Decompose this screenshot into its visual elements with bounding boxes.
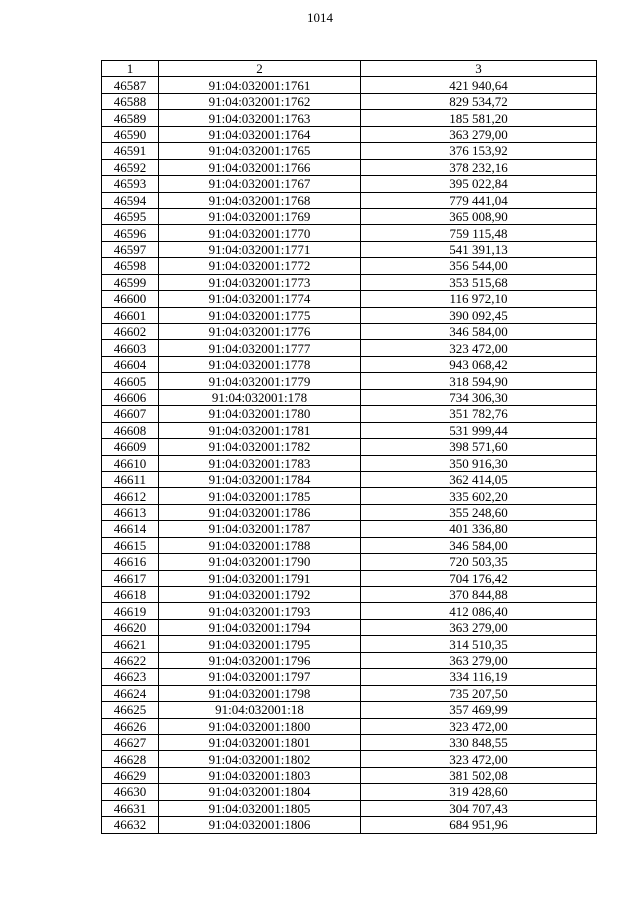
cadastral-number-cell: 91:04:032001:1773 [159, 274, 361, 290]
cadastral-number-cell: 91:04:032001:1765 [159, 143, 361, 159]
table-row [102, 702, 597, 718]
value-cell: 365 008,90 [361, 208, 597, 224]
value-cell: 323 472,00 [361, 340, 597, 356]
cadastral-number-cell: 91:04:032001:1761 [159, 77, 361, 93]
row-number-cell: 46619 [102, 603, 159, 619]
cadastral-number-cell: 91:04:032001:18 [159, 702, 361, 718]
table-row [102, 800, 597, 816]
value-cell: 381 502,08 [361, 767, 597, 783]
table-row [102, 570, 597, 586]
row-number-cell: 46614 [102, 521, 159, 537]
table-row [102, 258, 597, 274]
cadastral-number-cell: 91:04:032001:1771 [159, 241, 361, 257]
row-number-cell: 46615 [102, 537, 159, 553]
value-cell: 346 584,00 [361, 537, 597, 553]
value-cell: 323 472,00 [361, 751, 597, 767]
table-row [102, 554, 597, 570]
table-row [102, 669, 597, 685]
cadastral-number-cell: 91:04:032001:1788 [159, 537, 361, 553]
value-cell: 370 844,88 [361, 587, 597, 603]
row-number-cell: 46632 [102, 817, 159, 833]
value-cell: 334 116,19 [361, 669, 597, 685]
data-table [101, 60, 597, 834]
row-number-cell: 46625 [102, 702, 159, 718]
cadastral-number-cell: 91:04:032001:1793 [159, 603, 361, 619]
cadastral-number-cell: 91:04:032001:1795 [159, 636, 361, 652]
cadastral-number-cell: 91:04:032001:1762 [159, 93, 361, 109]
value-cell: 734 306,30 [361, 389, 597, 405]
table-row [102, 406, 597, 422]
row-number-cell: 46594 [102, 192, 159, 208]
value-cell: 704 176,42 [361, 570, 597, 586]
value-cell: 350 916,30 [361, 455, 597, 471]
row-number-cell: 46613 [102, 504, 159, 520]
table-row [102, 110, 597, 126]
cadastral-number-cell: 91:04:032001:1797 [159, 669, 361, 685]
value-cell: 318 594,90 [361, 373, 597, 389]
cadastral-number-cell: 91:04:032001:1800 [159, 718, 361, 734]
row-number-cell: 46630 [102, 784, 159, 800]
value-cell: 395 022,84 [361, 176, 597, 192]
row-number-cell: 46589 [102, 110, 159, 126]
row-number-cell: 46620 [102, 619, 159, 635]
table-row [102, 521, 597, 537]
row-number-cell: 46595 [102, 208, 159, 224]
table-row [102, 504, 597, 520]
table-row [102, 324, 597, 340]
column-header-3: 3 [361, 61, 597, 77]
table-row [102, 340, 597, 356]
row-number-cell: 46631 [102, 800, 159, 816]
row-number-cell: 46602 [102, 324, 159, 340]
value-cell: 335 602,20 [361, 488, 597, 504]
row-number-cell: 46617 [102, 570, 159, 586]
table-row [102, 241, 597, 257]
table-row [102, 126, 597, 142]
cadastral-number-cell: 91:04:032001:1786 [159, 504, 361, 520]
cadastral-number-cell: 91:04:032001:1792 [159, 587, 361, 603]
row-number-cell: 46628 [102, 751, 159, 767]
value-cell: 357 469,99 [361, 702, 597, 718]
row-number-cell: 46623 [102, 669, 159, 685]
row-number-cell: 46627 [102, 734, 159, 750]
row-number-cell: 46611 [102, 471, 159, 487]
column-header-1: 1 [102, 61, 159, 77]
table-row [102, 291, 597, 307]
table-row [102, 389, 597, 405]
cadastral-number-cell: 91:04:032001:1778 [159, 356, 361, 372]
value-cell: 829 534,72 [361, 93, 597, 109]
cadastral-number-cell: 91:04:032001:1787 [159, 521, 361, 537]
value-cell: 398 571,60 [361, 439, 597, 455]
table-row [102, 636, 597, 652]
value-cell: 376 153,92 [361, 143, 597, 159]
cadastral-number-cell: 91:04:032001:1774 [159, 291, 361, 307]
value-cell: 943 068,42 [361, 356, 597, 372]
table-row [102, 356, 597, 372]
value-cell: 353 515,68 [361, 274, 597, 290]
value-cell: 330 848,55 [361, 734, 597, 750]
cadastral-number-cell: 91:04:032001:1798 [159, 685, 361, 701]
value-cell: 351 782,76 [361, 406, 597, 422]
cadastral-number-cell: 91:04:032001:1764 [159, 126, 361, 142]
value-cell: 541 391,13 [361, 241, 597, 257]
cadastral-number-cell: 91:04:032001:1766 [159, 159, 361, 175]
cadastral-number-cell: 91:04:032001:1777 [159, 340, 361, 356]
table-row [102, 751, 597, 767]
cadastral-number-cell: 91:04:032001:1782 [159, 439, 361, 455]
value-cell: 185 581,20 [361, 110, 597, 126]
value-cell: 531 999,44 [361, 422, 597, 438]
cadastral-number-cell: 91:04:032001:1769 [159, 208, 361, 224]
value-cell: 390 092,45 [361, 307, 597, 323]
row-number-cell: 46624 [102, 685, 159, 701]
cadastral-number-cell: 91:04:032001:1784 [159, 471, 361, 487]
value-cell: 346 584,00 [361, 324, 597, 340]
cadastral-number-cell: 91:04:032001:1775 [159, 307, 361, 323]
table-row [102, 537, 597, 553]
row-number-cell: 46591 [102, 143, 159, 159]
value-cell: 314 510,35 [361, 636, 597, 652]
row-number-cell: 46587 [102, 77, 159, 93]
value-cell: 363 279,00 [361, 652, 597, 668]
page-number: 1014 [307, 10, 333, 25]
table-row [102, 817, 597, 833]
table-header-row [102, 61, 597, 77]
cadastral-number-cell: 91:04:032001:1791 [159, 570, 361, 586]
table-body [102, 77, 597, 833]
table-row [102, 159, 597, 175]
table-row [102, 685, 597, 701]
cadastral-number-cell: 91:04:032001:1805 [159, 800, 361, 816]
row-number-cell: 46599 [102, 274, 159, 290]
value-cell: 401 336,80 [361, 521, 597, 537]
cadastral-number-cell: 91:04:032001:1790 [159, 554, 361, 570]
row-number-cell: 46629 [102, 767, 159, 783]
cadastral-number-cell: 91:04:032001:1780 [159, 406, 361, 422]
table-row [102, 471, 597, 487]
cadastral-number-cell: 91:04:032001:1781 [159, 422, 361, 438]
row-number-cell: 46597 [102, 241, 159, 257]
row-number-cell: 46618 [102, 587, 159, 603]
table-row [102, 77, 597, 93]
row-number-cell: 46612 [102, 488, 159, 504]
cadastral-number-cell: 91:04:032001:1767 [159, 176, 361, 192]
value-cell: 421 940,64 [361, 77, 597, 93]
value-cell: 304 707,43 [361, 800, 597, 816]
table-row [102, 176, 597, 192]
table-row [102, 784, 597, 800]
cadastral-number-cell: 91:04:032001:1794 [159, 619, 361, 635]
cadastral-number-cell: 91:04:032001:1763 [159, 110, 361, 126]
cadastral-number-cell: 91:04:032001:1802 [159, 751, 361, 767]
row-number-cell: 46588 [102, 93, 159, 109]
table-row [102, 767, 597, 783]
row-number-cell: 46601 [102, 307, 159, 323]
value-cell: 356 544,00 [361, 258, 597, 274]
row-number-cell: 46606 [102, 389, 159, 405]
value-cell: 319 428,60 [361, 784, 597, 800]
value-cell: 759 115,48 [361, 225, 597, 241]
row-number-cell: 46616 [102, 554, 159, 570]
row-number-cell: 46593 [102, 176, 159, 192]
table-row [102, 422, 597, 438]
row-number-cell: 46603 [102, 340, 159, 356]
table-row [102, 718, 597, 734]
row-number-cell: 46605 [102, 373, 159, 389]
value-cell: 684 951,96 [361, 817, 597, 833]
table-row [102, 208, 597, 224]
column-header-2: 2 [159, 61, 361, 77]
value-cell: 363 279,00 [361, 619, 597, 635]
row-number-cell: 46626 [102, 718, 159, 734]
table-row [102, 619, 597, 635]
cadastral-number-cell: 91:04:032001:1772 [159, 258, 361, 274]
value-cell: 735 207,50 [361, 685, 597, 701]
table-row [102, 373, 597, 389]
table-row [102, 439, 597, 455]
cadastral-number-cell: 91:04:032001:1796 [159, 652, 361, 668]
table-row [102, 307, 597, 323]
table-row [102, 734, 597, 750]
value-cell: 720 503,35 [361, 554, 597, 570]
value-cell: 412 086,40 [361, 603, 597, 619]
row-number-cell: 46596 [102, 225, 159, 241]
value-cell: 378 232,16 [361, 159, 597, 175]
row-number-cell: 46598 [102, 258, 159, 274]
row-number-cell: 46590 [102, 126, 159, 142]
table-row [102, 587, 597, 603]
row-number-cell: 46609 [102, 439, 159, 455]
value-cell: 362 414,05 [361, 471, 597, 487]
row-number-cell: 46604 [102, 356, 159, 372]
cadastral-number-cell: 91:04:032001:1806 [159, 817, 361, 833]
row-number-cell: 46622 [102, 652, 159, 668]
row-number-cell: 46621 [102, 636, 159, 652]
table-row [102, 652, 597, 668]
cadastral-number-cell: 91:04:032001:1776 [159, 324, 361, 340]
table-row [102, 143, 597, 159]
cadastral-number-cell: 91:04:032001:1768 [159, 192, 361, 208]
row-number-cell: 46607 [102, 406, 159, 422]
table-row [102, 274, 597, 290]
cadastral-number-cell: 91:04:032001:1783 [159, 455, 361, 471]
row-number-cell: 46592 [102, 159, 159, 175]
cadastral-number-cell: 91:04:032001:1803 [159, 767, 361, 783]
cadastral-number-cell: 91:04:032001:1785 [159, 488, 361, 504]
cadastral-number-cell: 91:04:032001:1770 [159, 225, 361, 241]
table-row [102, 455, 597, 471]
row-number-cell: 46610 [102, 455, 159, 471]
row-number-cell: 46608 [102, 422, 159, 438]
cadastral-number-cell: 91:04:032001:1801 [159, 734, 361, 750]
cadastral-number-cell: 91:04:032001:1779 [159, 373, 361, 389]
value-cell: 779 441,04 [361, 192, 597, 208]
cadastral-number-cell: 91:04:032001:178 [159, 389, 361, 405]
value-cell: 323 472,00 [361, 718, 597, 734]
value-cell: 363 279,00 [361, 126, 597, 142]
table-row [102, 225, 597, 241]
cadastral-number-cell: 91:04:032001:1804 [159, 784, 361, 800]
table-row [102, 488, 597, 504]
table-row [102, 93, 597, 109]
row-number-cell: 46600 [102, 291, 159, 307]
table-row [102, 603, 597, 619]
value-cell: 116 972,10 [361, 291, 597, 307]
table-row [102, 192, 597, 208]
value-cell: 355 248,60 [361, 504, 597, 520]
